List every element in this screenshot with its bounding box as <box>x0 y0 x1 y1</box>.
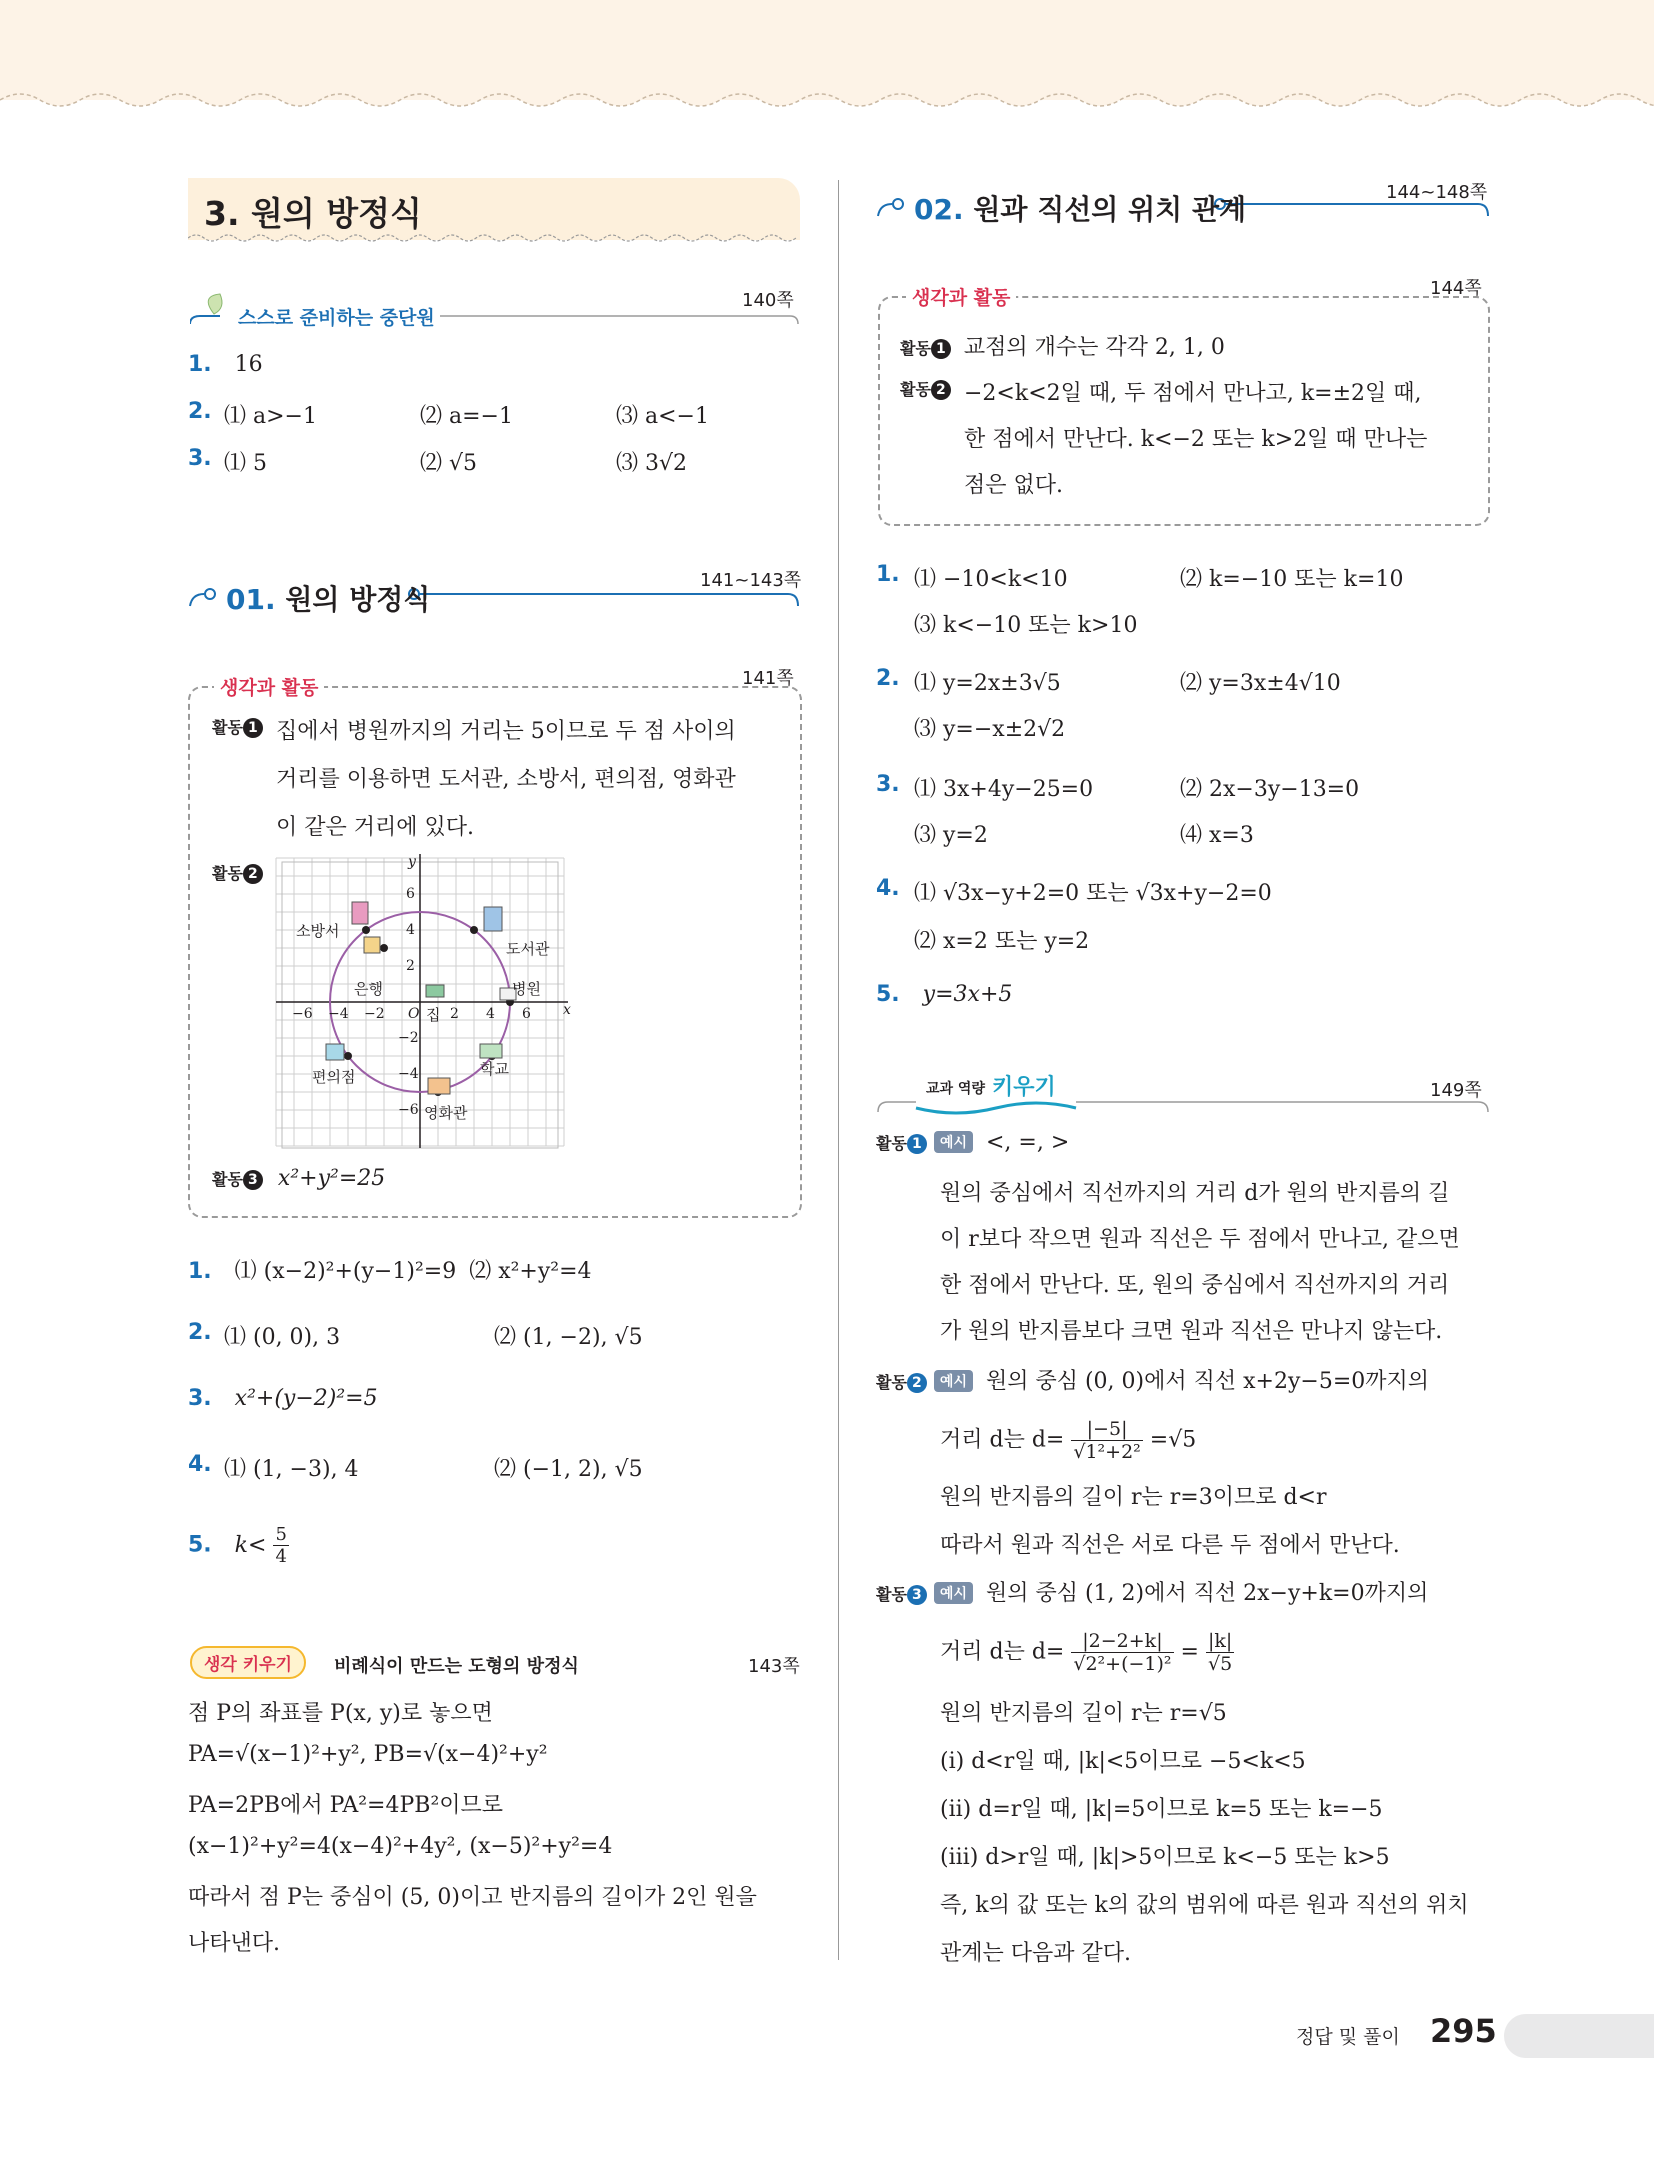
competency-label-big: 키우기 <box>992 1075 1056 1100</box>
answer-number: 3. <box>876 772 900 797</box>
cinema-icon <box>428 1078 450 1094</box>
y-tick: −2 <box>398 1030 419 1046</box>
activity-number-1: 1 <box>243 718 263 738</box>
act3-line: 원의 반지름의 길이 r는 r=√5 <box>940 1701 1227 1726</box>
act1-line: 거리를 이용하면 도서관, 소방서, 편의점, 영화관 <box>276 767 736 792</box>
answer-number: 5. <box>188 1532 212 1558</box>
x-tick: 6 <box>522 1006 531 1022</box>
answer-text: ⑵ x²+y²=4 <box>469 1259 592 1284</box>
act1-head: <, =, > <box>985 1130 1070 1155</box>
label-bank: 은행 <box>354 980 383 998</box>
unit02-title <box>914 188 1246 228</box>
think-more-line: 나타낸다. <box>188 1931 281 1956</box>
act3-case: (ⅲ) d>r일 때, |k|>5이므로 k<−5 또는 k>5 <box>940 1845 1390 1870</box>
x-tick: −6 <box>292 1006 313 1022</box>
answer-text: ⑶ k<−10 또는 k>10 <box>914 613 1138 638</box>
answer-text: ⑴ (0, 0), 3 <box>224 1325 341 1350</box>
unit02-answer-5 <box>876 982 1012 1007</box>
answer-text: ⑴ (1, −3), 4 <box>224 1457 359 1482</box>
x-axis-label: x <box>563 1002 571 1018</box>
think-more-line: PA=2PB에서 PA²=4PB²이므로 <box>188 1793 504 1818</box>
unit01-act2 <box>212 860 263 885</box>
act3-case: (ⅱ) d=r일 때, |k|=5이므로 k=5 또는 k=−5 <box>940 1797 1383 1822</box>
answer-text: ⑶ 3√2 <box>616 451 688 476</box>
answer-text: y=3x+5 <box>922 982 1013 1007</box>
label-cinema: 영화관 <box>424 1104 468 1122</box>
answer-number: 2. <box>876 666 900 691</box>
activity-label: 활동 <box>212 1170 243 1189</box>
top-wave-decoration <box>0 92 1654 132</box>
act3-case: (ⅰ) d<r일 때, |k|<5이므로 −5<k<5 <box>940 1749 1306 1774</box>
activity-number-2: 2 <box>243 864 263 884</box>
unit02-think-page: 144쪽 <box>1430 278 1482 299</box>
unit01-title <box>226 578 430 618</box>
act3-equals: = <box>1180 1639 1199 1665</box>
library-icon <box>484 907 502 931</box>
answer-number: 3. <box>188 446 212 471</box>
unit02-answer-4 <box>876 876 900 901</box>
activity-number-2: 2 <box>907 1373 927 1393</box>
column-divider <box>838 180 839 1960</box>
answer-text: ⑵ x=2 또는 y=2 <box>914 929 1090 954</box>
school-icon <box>480 1044 502 1058</box>
page-number: 295 <box>1430 2012 1497 2050</box>
point-fire-station <box>362 926 370 934</box>
fraction-numerator: 5 <box>275 1524 287 1545</box>
answer-number: 4. <box>188 1452 212 1477</box>
fraction <box>1206 1630 1234 1675</box>
unit02-badge: 02. <box>914 193 964 226</box>
example-tag: 예시 <box>934 1370 973 1392</box>
y-tick: 6 <box>406 886 415 902</box>
act2-line: 점은 없다. <box>964 473 1063 498</box>
prep-page-ref: 140쪽 <box>742 290 794 311</box>
think-more-line: 따라서 점 P는 중심이 (5, 0)이고 반지름의 길이가 2인 원을 <box>188 1885 757 1910</box>
think-more-title: 비례식이 만드는 도형의 방정식 <box>334 1656 579 1677</box>
unit01-answer-4 <box>188 1452 212 1477</box>
act3-distance-prefix: 거리 d는 d= <box>940 1639 1065 1665</box>
home-icon <box>426 985 444 997</box>
answer-text: ⑵ (−1, 2), √5 <box>494 1457 643 1482</box>
answer-text: ⑵ k=−10 또는 k=10 <box>1180 567 1404 592</box>
unit01-badge: 01. <box>226 583 276 616</box>
answer-text: x²+(y−2)²=5 <box>234 1386 378 1411</box>
prep-answer-1 <box>188 352 263 377</box>
act1-line: 이 같은 거리에 있다. <box>276 815 474 840</box>
answer-text: ⑶ a<−1 <box>616 404 709 429</box>
unit01-answer-2 <box>188 1320 212 1345</box>
y-tick: −6 <box>398 1102 419 1118</box>
unit01-answer-3 <box>188 1386 378 1411</box>
fraction <box>1071 1418 1142 1463</box>
unit02-page-ref: 144~148쪽 <box>1386 182 1488 203</box>
footer-tab <box>1504 2014 1654 2058</box>
think-more-line: 점 P의 좌표를 P(x, y)로 놓으면 <box>188 1701 493 1726</box>
label-fire-station: 소방서 <box>296 922 340 940</box>
answer-text: ⑵ 2x−3y−13=0 <box>1180 777 1360 802</box>
act2-line: 따라서 원과 직선은 서로 다른 두 점에서 만난다. <box>940 1533 1400 1558</box>
point-convenience-store <box>344 1052 352 1060</box>
unit02-act2 <box>900 376 951 401</box>
prep-heading: 스스로 준비하는 중단원 <box>238 307 435 329</box>
act3-line: 관계는 다음과 같다. <box>940 1941 1131 1966</box>
act1-line: 집에서 병원까지의 거리는 5이므로 두 점 사이의 <box>276 719 736 744</box>
y-tick: 4 <box>406 922 415 938</box>
unit01-think-page: 141쪽 <box>742 668 794 689</box>
activity-label: 활동 <box>900 339 931 358</box>
footer-label: 정답 및 풀이 <box>1296 2026 1400 2048</box>
act2-head: 원의 중심 (0, 0)에서 직선 x+2y−5=0까지의 <box>985 1369 1430 1394</box>
competency-act2 <box>876 1364 1429 1395</box>
answer-text: k< <box>234 1532 267 1558</box>
activity-label: 활동 <box>876 1134 907 1153</box>
answer-text: 16 <box>234 352 263 377</box>
label-school: 학교 <box>480 1060 509 1078</box>
point-library <box>470 926 478 934</box>
act2-result: =√5 <box>1149 1427 1197 1453</box>
competency-act1 <box>876 1130 1069 1155</box>
answer-text: ⑵ √5 <box>420 451 478 476</box>
answer-number: 1. <box>876 562 900 587</box>
activity-number-1: 1 <box>907 1134 927 1154</box>
think-more-line: (x−1)²+y²=4(x−4)²+4y², (x−5)²+y²=4 <box>188 1834 613 1859</box>
point-bank <box>380 944 388 952</box>
answer-number: 4. <box>876 876 900 901</box>
label-library: 도서관 <box>506 940 550 958</box>
answer-number: 5. <box>876 982 900 1007</box>
act2-line: 한 점에서 만난다. k<−2 또는 k>2일 때 만나는 <box>964 427 1428 452</box>
answer-number: 1. <box>188 352 212 377</box>
act1-line: 이 r보다 작으면 원과 직선은 두 점에서 만나고, 같으면 <box>940 1227 1460 1252</box>
competency-act3 <box>876 1576 1428 1607</box>
y-tick: −4 <box>398 1066 419 1082</box>
act3-distance <box>940 1630 1234 1675</box>
fraction <box>273 1524 288 1567</box>
competency-label-small: 교과 역량 <box>926 1081 985 1097</box>
act3-head: 원의 중심 (1, 2)에서 직선 2x−y+k=0까지의 <box>985 1581 1429 1606</box>
unit01-act1 <box>212 714 263 739</box>
unit01-think-label: 생각과 활동 <box>214 673 324 700</box>
act3-equation: x²+y²=25 <box>277 1166 386 1191</box>
answer-text: ⑴ √3x−y+2=0 또는 √3x+y−2=0 <box>914 881 1272 906</box>
activity-label: 활동 <box>212 718 243 737</box>
act2-line: 원의 반지름의 길이 r는 r=3이므로 d<r <box>940 1485 1327 1510</box>
answer-text: ⑵ (1, −2), √5 <box>494 1325 643 1350</box>
answer-text: ⑵ a=−1 <box>420 404 513 429</box>
y-tick: 2 <box>406 958 415 974</box>
activity-number-3: 3 <box>907 1585 927 1605</box>
bank-icon <box>364 937 380 953</box>
activity-label: 활동 <box>900 380 931 399</box>
act2-line: −2<k<2일 때, 두 점에서 만나고, k=±2일 때, <box>964 381 1422 406</box>
answer-number: 2. <box>188 1320 212 1345</box>
act1-line: 가 원의 반지름보다 크면 원과 직선은 만나지 않는다. <box>940 1319 1443 1344</box>
answer-number: 1. <box>188 1259 212 1284</box>
answer-number: 2. <box>188 399 212 424</box>
x-tick: 2 <box>450 1006 459 1022</box>
unit01-answer-5 <box>188 1524 289 1567</box>
label-home: 집 <box>426 1006 441 1024</box>
answer-text: ⑴ y=2x±3√5 <box>914 671 1061 696</box>
top-band <box>0 0 1654 100</box>
label-convenience-store: 편의점 <box>312 1068 356 1086</box>
answer-text: ⑷ x=3 <box>1180 823 1254 848</box>
unit01-act3 <box>212 1166 385 1191</box>
fraction-denominator: √5 <box>1208 1653 1233 1675</box>
unit01-title-text: 원의 방정식 <box>285 583 431 616</box>
origin-label: O <box>408 1006 420 1022</box>
answer-text: ⑶ y=−x±2√2 <box>914 717 1066 742</box>
prep-answer-2 <box>188 399 212 424</box>
fraction-denominator: 4 <box>275 1546 287 1567</box>
activity-number-3: 3 <box>243 1170 263 1190</box>
prep-answer-3 <box>188 446 212 471</box>
fraction <box>1071 1630 1173 1675</box>
act3-line: 즉, k의 값 또는 k의 값의 범위에 따른 원과 직선의 위치 <box>940 1893 1469 1918</box>
think-more-page: 143쪽 <box>748 1656 800 1677</box>
act2-distance-prefix: 거리 d는 d= <box>940 1427 1065 1453</box>
activity-number-2: 2 <box>931 380 951 400</box>
answer-text: ⑵ y=3x±4√10 <box>1180 671 1341 696</box>
y-axis-label: y <box>408 854 416 870</box>
fraction-numerator: |−5| <box>1071 1418 1142 1441</box>
answer-number: 3. <box>188 1386 212 1411</box>
section-title: 3. 원의 방정식 <box>204 194 422 233</box>
fraction-numerator: |k| <box>1207 1630 1233 1652</box>
x-tick: −2 <box>364 1006 385 1022</box>
answer-text: ⑴ a>−1 <box>224 404 317 429</box>
activity-label: 활동 <box>876 1373 907 1392</box>
think-more-tag: 생각 키우기 <box>190 1646 306 1679</box>
activity-label: 활동 <box>876 1585 907 1604</box>
fraction-denominator: √1²+2² <box>1073 1441 1141 1463</box>
x-tick: −4 <box>328 1006 349 1022</box>
answer-text: ⑴ 5 <box>224 451 267 476</box>
x-tick: 4 <box>486 1006 495 1022</box>
unit02-answer-3 <box>876 772 900 797</box>
answer-text: ⑴ (x−2)²+(y−1)²=9 <box>234 1259 457 1284</box>
unit02-act1 <box>900 330 1225 361</box>
think-more-line: PA=√(x−1)²+y², PB=√(x−4)²+y² <box>188 1742 548 1767</box>
unit02-title-text: 원과 직선의 위치 관계 <box>973 193 1247 226</box>
label-hospital: 병원 <box>512 980 541 998</box>
unit01-page-ref: 141~143쪽 <box>700 570 802 591</box>
answer-text: ⑶ y=2 <box>914 823 988 848</box>
activity-number-1: 1 <box>931 339 951 359</box>
answer-text: ⑴ −10<k<10 <box>914 567 1068 592</box>
unit02-answer-2 <box>876 666 900 691</box>
unit01-answer-1 <box>188 1254 592 1285</box>
example-tag: 예시 <box>934 1131 973 1153</box>
unit02-answer-1 <box>876 562 900 587</box>
competency-page: 149쪽 <box>1430 1080 1482 1101</box>
example-tag: 예시 <box>934 1582 973 1604</box>
activity-label: 활동 <box>212 864 243 883</box>
coordinate-graph <box>272 852 572 1152</box>
fire-station-icon <box>352 902 368 924</box>
act1-text: 교점의 개수는 각각 2, 1, 0 <box>963 335 1225 360</box>
fraction-numerator: |2−2+k| <box>1071 1630 1173 1653</box>
fraction-denominator: √2²+(−1)² <box>1073 1653 1172 1675</box>
unit02-think-label: 생각과 활동 <box>906 283 1016 310</box>
act1-line: 원의 중심에서 직선까지의 거리 d가 원의 반지름의 길 <box>940 1181 1450 1206</box>
convenience-store-icon <box>326 1044 344 1060</box>
act2-distance <box>940 1418 1196 1463</box>
act1-line: 한 점에서 만난다. 또, 원의 중심에서 직선까지의 거리 <box>940 1273 1450 1298</box>
answer-text: ⑴ 3x+4y−25=0 <box>914 777 1094 802</box>
